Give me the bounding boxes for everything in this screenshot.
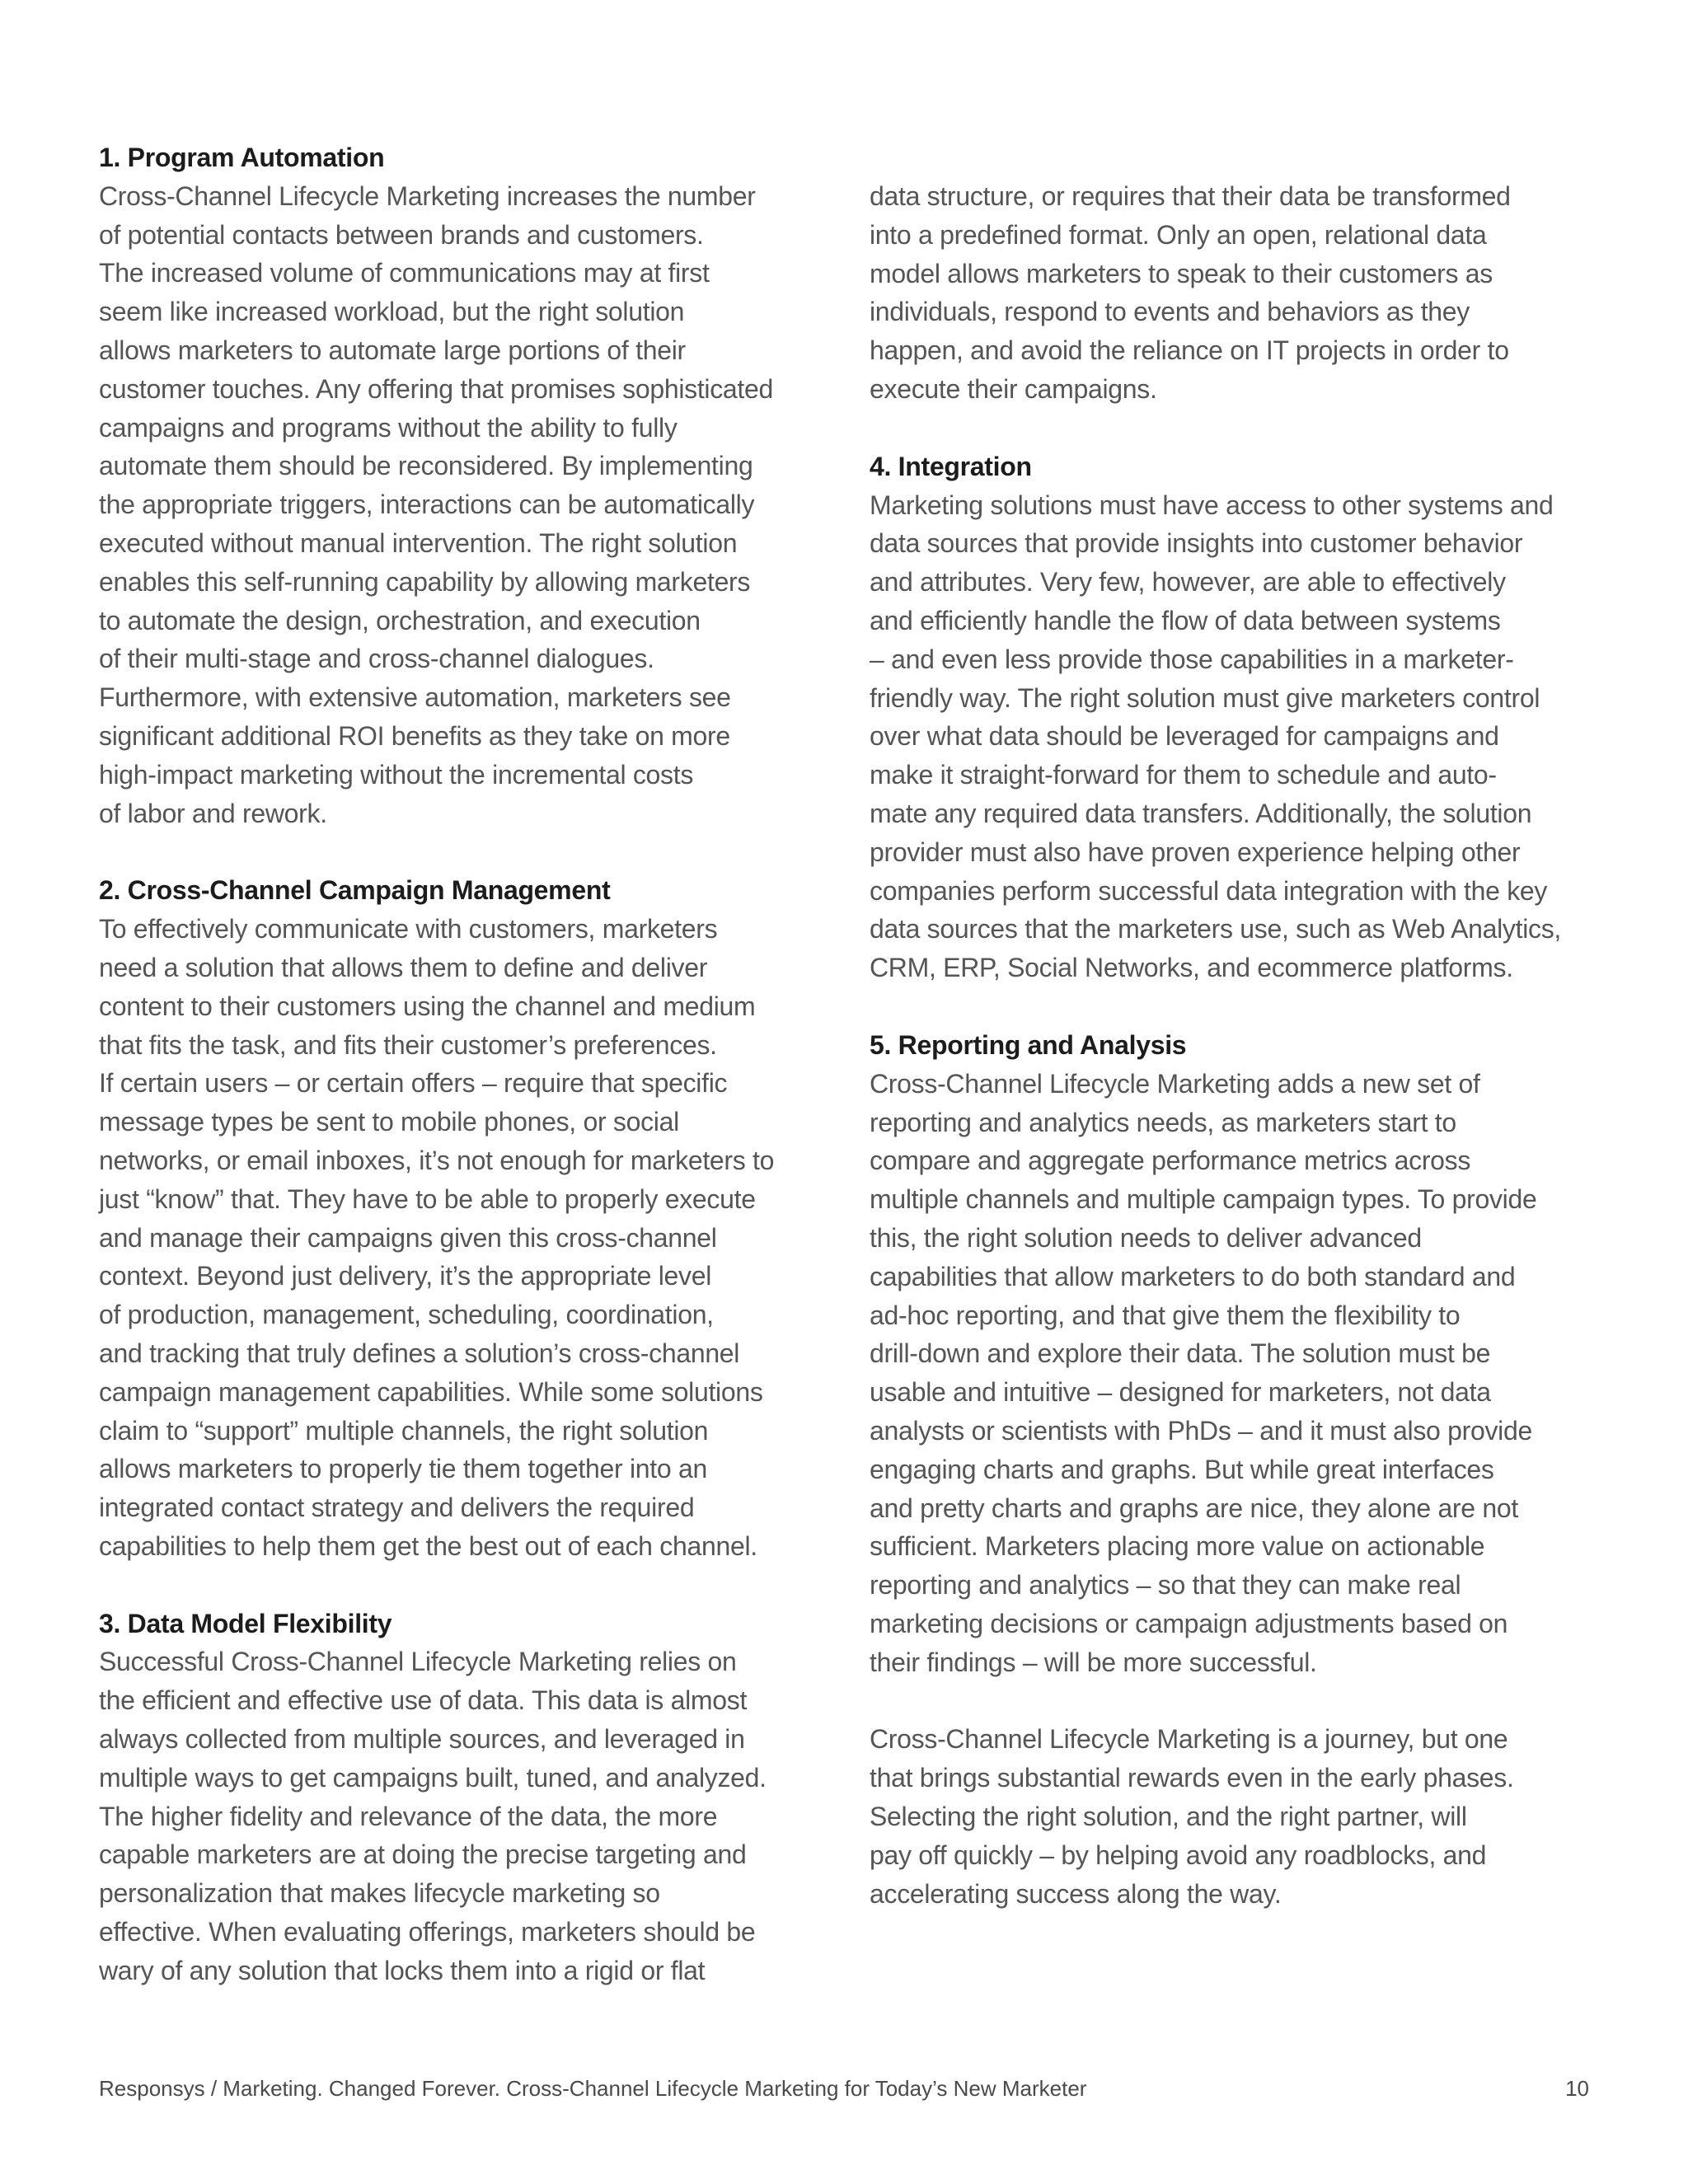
section-conclusion — [870, 1720, 1611, 1913]
right-column — [870, 177, 1611, 1952]
section-heading: 1. Program Automation — [99, 143, 385, 172]
section-body: data structure, or requires that their data be transformed into a predefined format. Only an open, relational data model allows marketers to speak to their customers as individuals, respond to events and behaviors as they happen, and avoid the reliance on IT projects in order to execute their campaigns. — [870, 181, 1511, 404]
section-heading: 4. Integration — [870, 451, 1032, 481]
section-body: Cross-Channel Lifecycle Marketing increases the number of potential contacts between brands and customers. The increased volume of communications may at first seem like increased workload, but the right solution allows marketers to automate large portions of their customer touches. Any offering that promises sophisticated campaigns and programs without the ability to fully automate them should be reconsidered. By implementing the appropriate triggers, interactions can be automatically executed without manual intervention. The right solution enables this self-running capability by allowing marketers to automate the design, orchestration, and execution of their multi-stage and cross-channel dialogues. Furthermore, with extensive automation, marketers see significant additional ROI benefits as they take on more high-impact marketing without the incremental costs of labor and rework. — [99, 180, 774, 828]
footer-text: Responsys / Marketing. Changed Forever. Cross-Channel Lifecycle Marketing for Today’s New Marketer — [99, 2076, 1087, 2101]
page-number: 10 — [1565, 2076, 1589, 2101]
section-heading: 5. Reporting and Analysis — [870, 1029, 1187, 1060]
left-column — [99, 138, 841, 2029]
section-heading: 3. Data Model Flexibility — [99, 1608, 392, 1638]
section-body: Marketing solutions must have access to other systems and data sources that provide insights into customer behavior and attributes. Very few, however, are able to effectively and efficiently handle the flow of data between systems – and even less provide those capabilities in a marketer- friendly way. The right solution must give marketers control over what data should be leveraged for campaigns and make it straight-forward for them to schedule and auto- mate any required data transfers. Additionally, the solution provider must also have proven experience helping other companies perform successful data integration with the key data sources that the marketers use, such as Web Analytics, CRM, ERP, Social Networks, and ecommerce platforms. — [870, 490, 1562, 983]
section-heading: 2. Cross-Channel Campaign Management — [99, 875, 611, 906]
section-data-model-flexibility-continued — [870, 177, 1611, 409]
page-footer — [99, 2075, 1589, 2102]
section-body: To effectively communicate with customers, marketers need a solution that allows them to define and deliver content to their customers using the channel and medium that fits the task, and fits their customer’s preferences. If certain users – or certain offers – require that specific message types be sent to mobile phones, or social networks, or email inboxes, it’s not enough for marketers to just “know” that. They have to be able to properly execute and manage their campaigns given this cross-channel context. Beyond just delivery, it’s the appropriate level of production, management, scheduling, coordination, and tracking that truly defines a solution’s cross-channel campaign management capabilities. While some solutions claim to “support” multiple channels, the right solution allows marketers to properly tie them together into an integrated contact strategy and delivers the required capabilities to help them get the best out of each channel. — [99, 914, 775, 1561]
section-data-model-flexibility — [99, 1605, 841, 1990]
section-program-automation — [99, 138, 841, 832]
section-reporting-analysis — [870, 1026, 1611, 1682]
section-body: Successful Cross-Channel Lifecycle Marketing relies on the efficient and effective use of data. This data is almost always collected from multiple sources, and leveraged in multiple ways to get campaigns built, tuned, and analyzed. The higher fidelity and relevance of the data, the more capable marketers are at doing the precise targeting and personalization that makes lifecycle marketing so effective. When evaluating offerings, marketers should be wary of any solution that locks them into a rigid or flat — [99, 1647, 767, 1985]
section-campaign-management — [99, 871, 841, 1565]
section-body: Cross-Channel Lifecycle Marketing is a journey, but one that brings substantial rewards even in the early phases. Selecting the right solution, and the right partner, will pay off quickly – by helping avoid any roadblocks, and accelerating success along the way. — [870, 1724, 1514, 1909]
section-body: Cross-Channel Lifecycle Marketing adds a new set of reporting and analytics needs, as marketers start to compare and aggregate performance metrics across multiple channels and multiple campaign types. To provide this, the right solution needs to deliver advanced capabilities that allow marketers to do both standard and ad-hoc reporting, and that give them the flexibility to drill-down and explore their data. The solution must be usable and intuitive – designed for marketers, not data analysts or scientists with PhDs – and it must also provide engaging charts and graphs. But while great interfaces and pretty charts and graphs are nice, they alone are not sufficient. Marketers placing more value on actionable reporting and analytics – so that they can make real marketing decisions or campaign adjustments based on their findings – will be more successful. — [870, 1068, 1537, 1677]
section-integration — [870, 448, 1611, 987]
